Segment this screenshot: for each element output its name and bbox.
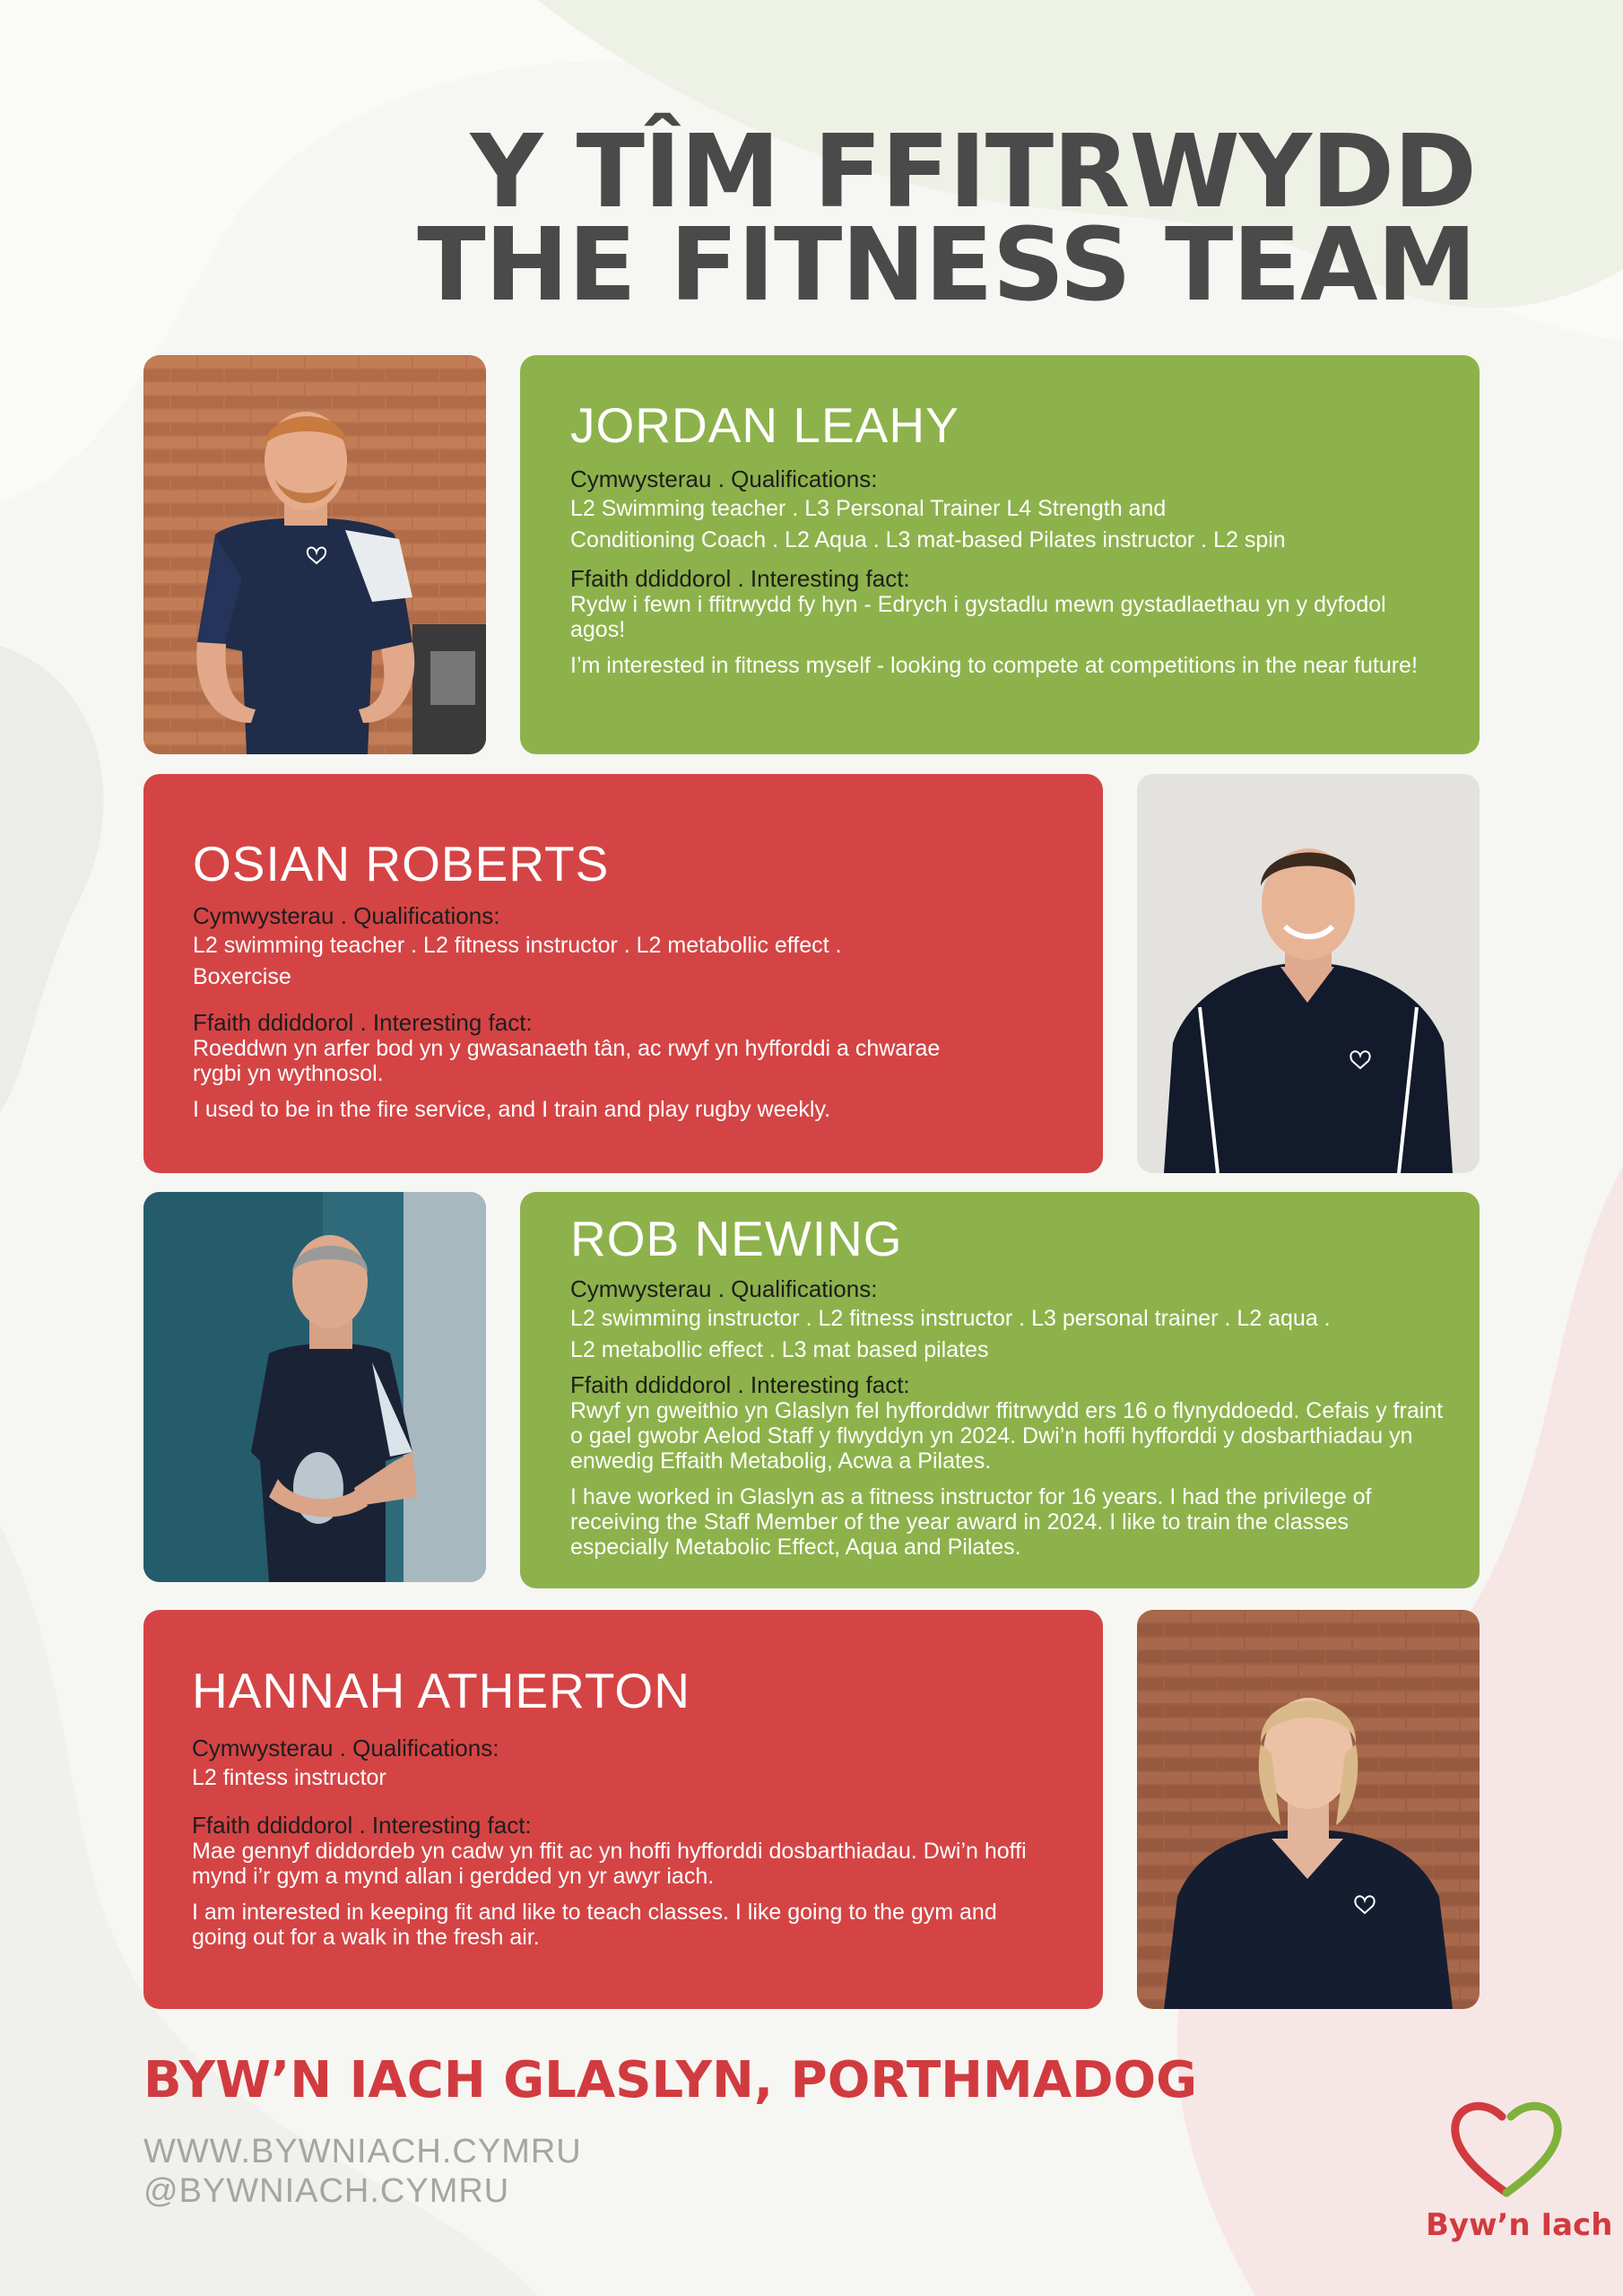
qualifications-line: Conditioning Coach . L2 Aqua . L3 mat-based Pilates instructor . L2 spin — [570, 527, 1286, 552]
member-name: JORDAN LEAHY — [570, 397, 959, 453]
fact-english: I am interested in keeping fit and like to teach classes. I like going to the gym and going out for a walk in the fresh air. — [192, 1900, 997, 1950]
qualifications-line: Boxercise — [193, 964, 291, 989]
member-card-hannah — [143, 1610, 1103, 2009]
member-photo-osian — [1137, 774, 1480, 1173]
fact-welsh: Rwyf yn gweithio yn Glaslyn fel hyfforddwr ffitrwydd ers 16 o flynyddoedd. Cefais y fraint o gael gwobr Aelod Staff y flwyddyn yn 2024. Dwi’n hoffi hyfforddi y dosbarthiadau yn enwedig Effaith Metabolig, Acwa a Pilates. — [570, 1398, 1444, 1474]
qualifications-line: L2 fintess instructor — [192, 1765, 386, 1790]
member-card-jordan — [520, 355, 1480, 754]
title-welsh: Y TÎM FFITRWYDD — [470, 114, 1476, 230]
social-handle[interactable]: @BYWNIACH.CYMRU — [143, 2172, 510, 2210]
heart-logo-icon — [1448, 2094, 1565, 2202]
member-name: OSIAN ROBERTS — [193, 836, 610, 891]
member-photo-jordan — [143, 355, 486, 754]
member-photo-rob — [143, 1192, 486, 1582]
qualifications-label: Cymwysterau . Qualifications: — [570, 465, 878, 492]
qualifications-label: Cymwysterau . Qualifications: — [570, 1275, 878, 1302]
qualifications-line: L2 Swimming teacher . L3 Personal Trainer L4 Strength and — [570, 496, 1167, 521]
qualifications-label: Cymwysterau . Qualifications: — [192, 1735, 499, 1761]
fact-label: Ffaith ddiddorol . Interesting fact: — [192, 1812, 532, 1839]
member-card-rob — [520, 1192, 1480, 1588]
fact-label: Ffaith ddiddorol . Interesting fact: — [570, 565, 910, 592]
qualifications-line: L2 swimming instructor . L2 fitness instructor . L3 personal trainer . L2 aqua . — [570, 1306, 1331, 1331]
logo-text: Byw’n Iach — [1426, 2207, 1613, 2243]
qualifications-line: L2 metabollic effect . L3 mat based pilates — [570, 1337, 989, 1362]
fact-english: I’m interested in fitness myself - looking to compete at competitions in the near future! — [570, 653, 1418, 678]
fact-welsh: Mae gennyf diddordeb yn cadw yn ffit ac yn hoffi hyfforddi dosbarthiadau. Dwi’n hoffi mynd i’r gym a mynd allan i gerdded yn yr awyr iach. — [192, 1839, 1027, 1889]
qualifications-label: Cymwysterau . Qualifications: — [193, 902, 500, 929]
fact-english: I used to be in the fire service, and I train and play rugby weekly. — [193, 1097, 831, 1122]
member-name: HANNAH ATHERTON — [192, 1663, 690, 1718]
qualifications-line: L2 swimming teacher . L2 fitness instructor . L2 metabollic effect . — [193, 933, 842, 958]
fact-label: Ffaith ddiddorol . Interesting fact: — [193, 1009, 533, 1036]
fact-welsh: Rydw i fewn i ffitrwydd fy hyn - Edrych i gystadlu mewn gystadlaethau yn y dyfodol agos! — [570, 592, 1386, 642]
fact-label: Ffaith ddiddorol . Interesting fact: — [570, 1371, 910, 1398]
fact-english: I have worked in Glaslyn as a fitness instructor for 16 years. I had the privilege of receiving the Staff Member of the year award in 2024. I like to train the classes especially Metabolic Effect, Aqua and Pilates. — [570, 1484, 1372, 1560]
brand-logo — [1426, 2094, 1613, 2265]
website-link[interactable]: WWW.BYWNIACH.CYMRU — [143, 2133, 582, 2170]
title-english: THE FITNESS TEAM — [417, 207, 1476, 324]
member-name: ROB NEWING — [570, 1211, 903, 1266]
member-photo-hannah — [1137, 1610, 1480, 2009]
member-card-osian — [143, 774, 1103, 1173]
footer-title: BYW’N IACH GLASLYN, PORTHMADOG — [143, 2051, 1198, 2109]
fact-welsh: Roeddwn yn arfer bod yn y gwasanaeth tân, ac rwyf yn hyfforddi a chwarae rygbi yn wythnosol. — [193, 1036, 941, 1086]
page-title — [417, 114, 1476, 324]
